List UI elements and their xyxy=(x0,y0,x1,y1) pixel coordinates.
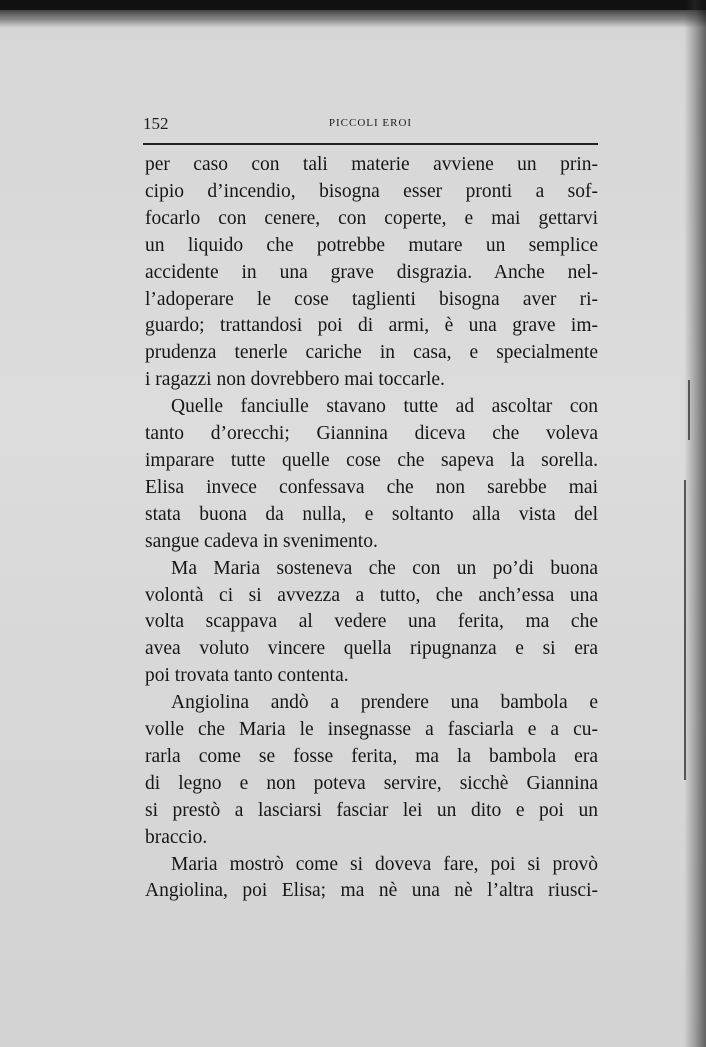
page-number: 152 xyxy=(143,114,169,133)
text-line: focarlo con cenere, con coperte, e mai gettarvi xyxy=(145,207,598,229)
text-line: accidente in una grave disgrazia. Anche nel- xyxy=(145,261,598,283)
text-line: avea voluto vincere quella ripugnanza e si era xyxy=(145,638,598,660)
scan-edge-mark xyxy=(688,380,690,440)
text-line: Elisa invece confessava che non sarebbe mai xyxy=(145,476,598,498)
text-line: imparare tutte quelle cose che sapeva la sorella. xyxy=(145,449,598,471)
text-line: si prestò a lasciarsi fasciar lei un dito e poi un xyxy=(145,799,598,821)
text-line: Quelle fanciulle stavano tutte ad ascoltar con xyxy=(171,396,598,418)
text-line: volta scappava al vedere una ferita, ma che xyxy=(145,611,598,633)
text-line: rarla come se fosse ferita, ma la bambola era xyxy=(145,745,598,767)
scan-right-edge xyxy=(684,0,706,1047)
text-line: tanto d’orecchi; Giannina diceva che voleva xyxy=(145,423,598,445)
text-line: per caso con tali materie avviene un prin- xyxy=(145,154,598,175)
scan-top-edge xyxy=(0,0,706,10)
scan-edge-mark xyxy=(684,480,686,780)
text-line: sangue cadeva in svenimento. xyxy=(145,530,378,552)
text-line: guardo; trattandosi poi di armi, è una grave im- xyxy=(145,315,598,337)
text-line: Maria mostrò come si doveva fare, poi si provò xyxy=(171,853,598,875)
text-line: stata buona da nulla, e soltanto alla vista del xyxy=(145,503,598,525)
text-line: volle che Maria le insegnasse a fasciarla e a cu- xyxy=(145,719,598,741)
text-line: volontà ci si avvezza a tutto, che anch’essa una xyxy=(145,584,598,606)
text-line: Angiolina, poi Elisa; ma nè una nè l’altra riusci- xyxy=(145,880,598,902)
text-line: l’adoperare le cose taglienti bisogna aver ri- xyxy=(145,288,598,310)
text-line: poi trovata tanto contenta. xyxy=(145,665,349,687)
text-line: prudenza tenerle cariche in casa, e specialmente xyxy=(145,342,598,364)
body-text xyxy=(145,152,598,905)
text-line: un liquido che potrebbe mutare un semplice xyxy=(145,234,598,256)
page-header xyxy=(143,114,598,138)
header-rule xyxy=(143,143,598,145)
text-line: braccio. xyxy=(145,826,208,848)
running-title: PICCOLI EROI xyxy=(328,117,413,129)
text-line: i ragazzi non dovrebbero mai toccarle. xyxy=(145,369,445,391)
text-line: cipio d’incendio, bisogna esser pronti a sof- xyxy=(145,180,598,202)
text-line: Angiolina andò a prendere una bambola e xyxy=(171,692,598,714)
text-line: di legno e non poteva servire, sicchè Giannina xyxy=(145,772,598,794)
text-line: Ma Maria sosteneva che con un po’di buona xyxy=(171,557,598,579)
